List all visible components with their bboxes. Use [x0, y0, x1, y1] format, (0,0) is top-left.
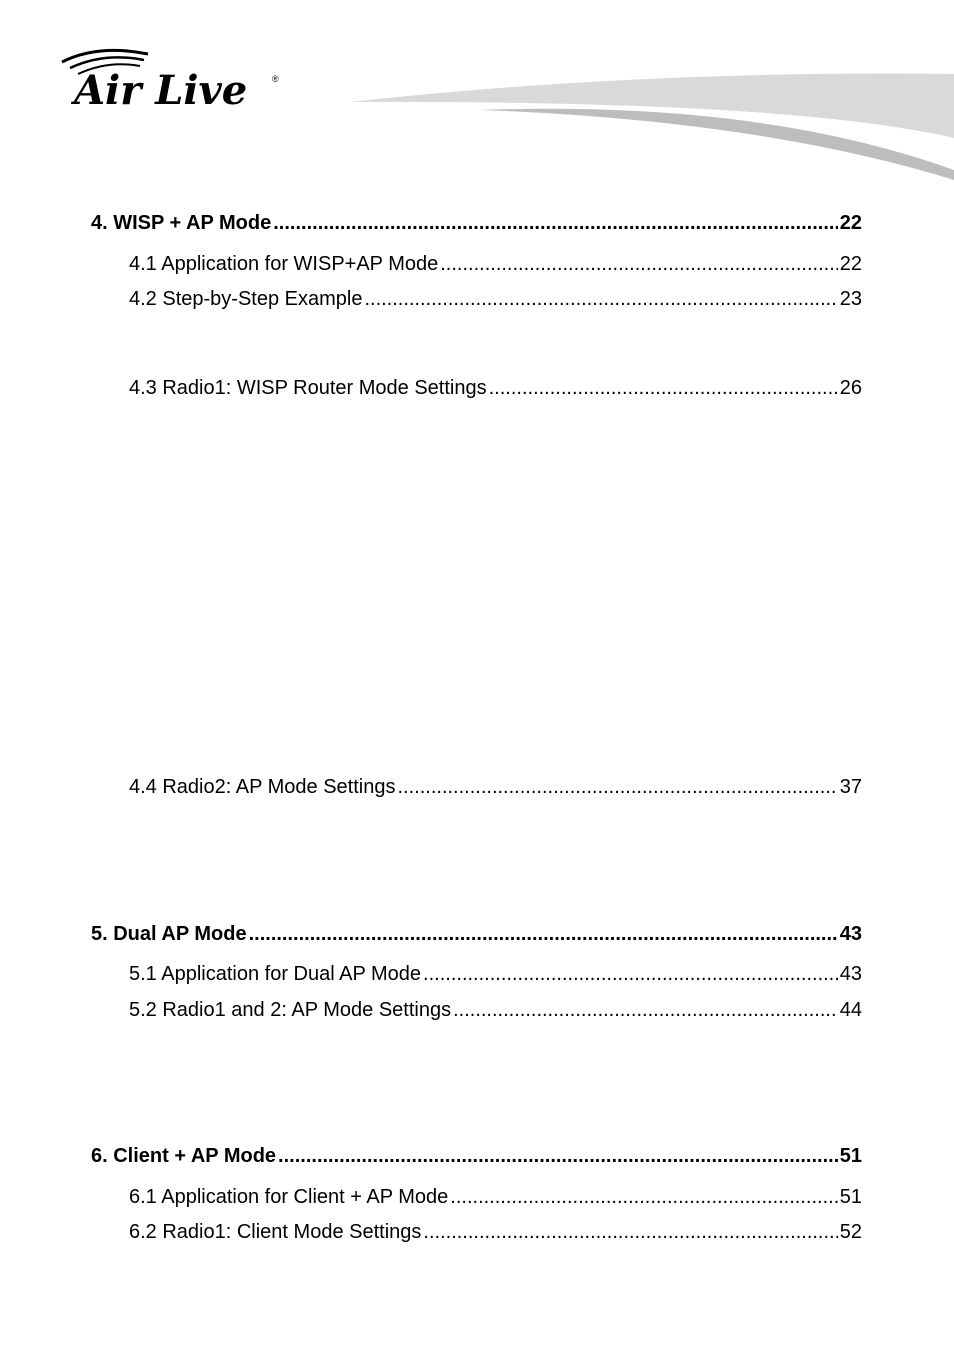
toc-leader — [489, 377, 838, 400]
toc-page: 26 — [839, 377, 862, 399]
toc-page: 22 — [839, 212, 862, 234]
toc-page: 51 — [839, 1145, 862, 1167]
toc-leader — [273, 212, 838, 235]
toc-leader — [423, 1221, 837, 1244]
toc-title: 4. WISP + AP Mode — [91, 212, 272, 234]
toc-leader — [278, 1145, 838, 1168]
logo-graphic — [58, 44, 288, 110]
toc-title: 5. Dual AP Mode — [91, 923, 247, 945]
toc-leader — [423, 963, 838, 986]
toc-leader — [397, 776, 837, 799]
logo-text: Air Live — [74, 67, 248, 110]
toc-entry-4-4[interactable] — [129, 776, 862, 799]
toc-title: 6.2 Radio1: Client Mode Settings — [129, 1221, 422, 1243]
toc-entry-4-2[interactable] — [129, 288, 862, 311]
toc-page: 37 — [839, 776, 862, 798]
toc-title: 4.2 Step-by-Step Example — [129, 288, 363, 310]
toc-leader — [364, 288, 837, 311]
toc-title: 4.3 Radio1: WISP Router Mode Settings — [129, 377, 487, 399]
toc-leader — [249, 923, 838, 946]
toc-page: 43 — [839, 923, 862, 945]
toc-page: 51 — [839, 1186, 862, 1208]
toc-leader — [440, 253, 838, 276]
toc-leader — [450, 1186, 837, 1209]
airlive-logo — [58, 44, 288, 110]
toc-leader — [453, 999, 838, 1022]
toc-title: 6. Client + AP Mode — [91, 1145, 277, 1167]
toc-page: 43 — [839, 963, 862, 985]
toc-title: 5.1 Application for Dual AP Mode — [129, 963, 422, 985]
toc-title: 4.1 Application for WISP+AP Mode — [129, 253, 439, 275]
toc-page: 23 — [839, 288, 862, 310]
toc-page: 52 — [839, 1221, 862, 1243]
registered-mark: ® — [272, 74, 279, 84]
toc-page: 44 — [839, 999, 862, 1021]
toc-title: 5.2 Radio1 and 2: AP Mode Settings — [129, 999, 452, 1021]
toc-entry-5-1[interactable] — [129, 963, 862, 986]
toc-title: 6.1 Application for Client + AP Mode — [129, 1186, 449, 1208]
toc-entry-4-1[interactable] — [129, 253, 862, 276]
toc-entry-6-2[interactable] — [129, 1221, 862, 1244]
toc-entry-5[interactable] — [91, 923, 862, 946]
toc-entry-6-1[interactable] — [129, 1186, 862, 1209]
toc-entry-5-2[interactable] — [129, 999, 862, 1022]
toc-entry-6[interactable] — [91, 1145, 862, 1168]
header-swoosh — [340, 70, 954, 185]
toc-entry-4[interactable] — [91, 212, 862, 235]
toc-entry-4-3[interactable] — [129, 377, 862, 400]
toc-title: 4.4 Radio2: AP Mode Settings — [129, 776, 396, 798]
toc-page: 22 — [839, 253, 862, 275]
